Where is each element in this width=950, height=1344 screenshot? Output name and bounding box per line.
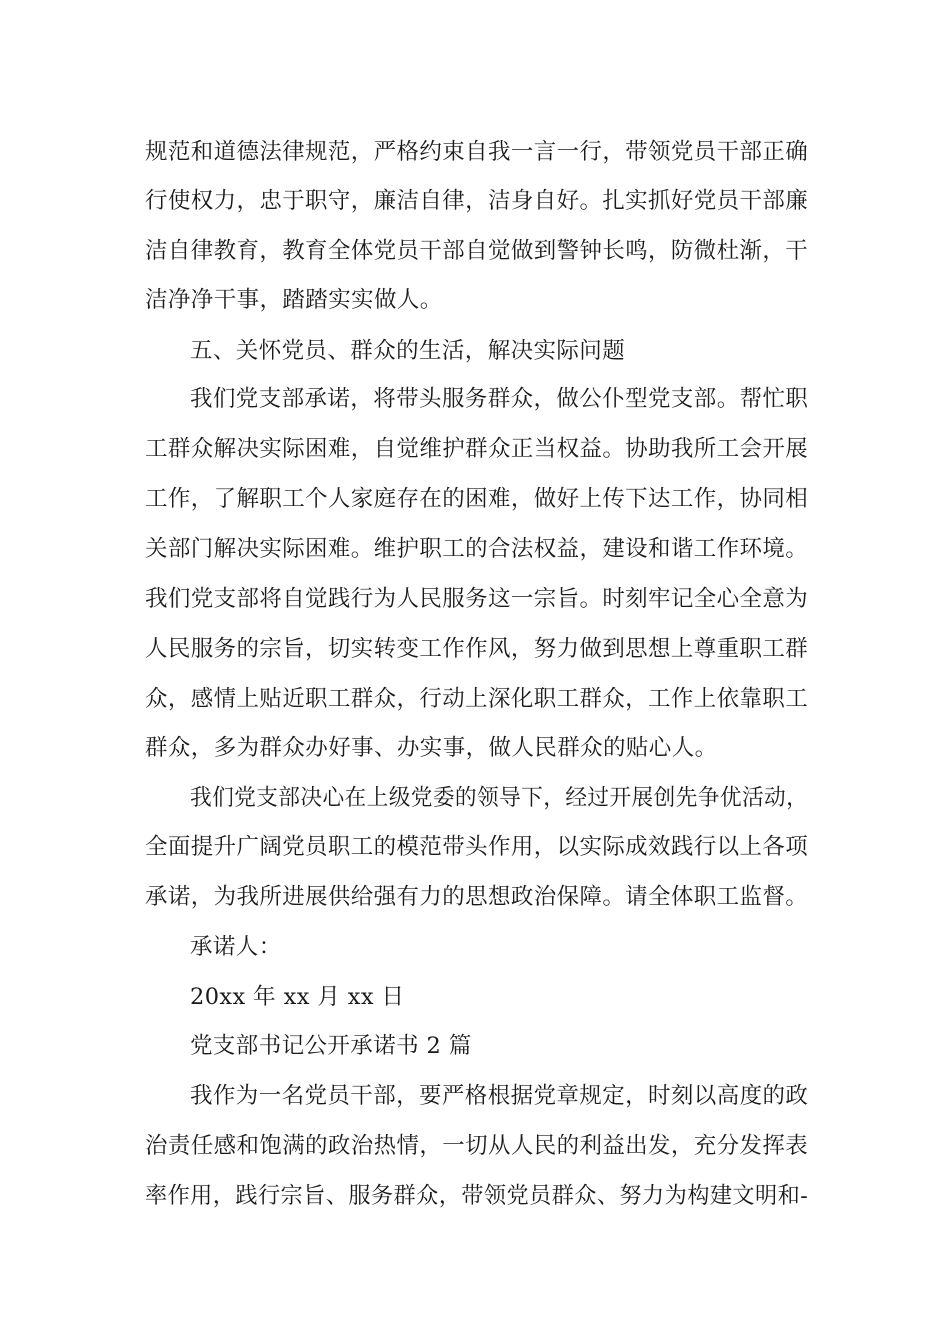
signatory-label: 承诺人： (190, 934, 282, 960)
document-title: 党支部书记公开承诺书 2 篇 (190, 1033, 472, 1059)
section-heading: 五、关怀党员、群众的生活，解决实际问题 (190, 338, 626, 364)
date-line: 20xx 年 xx 月 xx 日 (190, 984, 405, 1010)
text-line: 人民服务的宗旨，切实转变工作作风，努力做到思想上尊重职工群 (145, 636, 809, 662)
text-line: 我们党支部将自觉践行为人民服务这一宗旨。时刻牢记全心全意为 (145, 586, 809, 612)
text-line: 工群众解决实际困难，自觉维护群众正当权益。协助我所工会开展 (145, 436, 809, 462)
text-line: 洁净净干事，踏踏实实做人。 (145, 287, 443, 313)
text-line: 全面提升广阔党员职工的模范带头作用，以实际成效践行以上各项 (145, 834, 809, 860)
text-line: 工作，了解职工个人家庭存在的困难，做好上传下达工作，协同相 (145, 486, 809, 512)
text-line: 我作为一名党员干部，要严格根据党章规定，时刻以高度的政 (190, 1083, 809, 1109)
text-line: 洁自律教育，教育全体党员干部自觉做到警钟长鸣，防微杜渐，干 (145, 238, 809, 264)
text-line: 我们党支部决心在上级党委的领导下，经过开展创先争优活动， (190, 785, 809, 811)
text-line: 众，感情上贴近职工群众，行动上深化职工群众，工作上依靠职工 (145, 686, 809, 712)
text-line: 行使权力，忠于职守，廉洁自律，洁身自好。扎实抓好党员干部廉 (145, 188, 809, 214)
text-line: 规范和道德法律规范，严格约束自我一言一行，带领党员干部正确 (145, 139, 809, 165)
text-line: 承诺，为我所进展供给强有力的思想政治保障。请全体职工监督。 (145, 884, 809, 910)
text-line: 群众，多为群众办好事、办实事，做人民群众的贴心人。 (145, 735, 718, 761)
text-line: 率作用，践行宗旨、服务群众，带领党员群众、努力为构建文明和- (145, 1183, 809, 1209)
text-line: 关部门解决实际困难。维护职工的合法权益，建设和谐工作环境。 (145, 536, 809, 562)
text-line: 治责任感和饱满的政治热情，一切从人民的利益出发，充分发挥表 (145, 1133, 809, 1159)
text-line: 我们党支部承诺，将带头服务群众，做公仆型党支部。帮忙职 (190, 386, 809, 412)
